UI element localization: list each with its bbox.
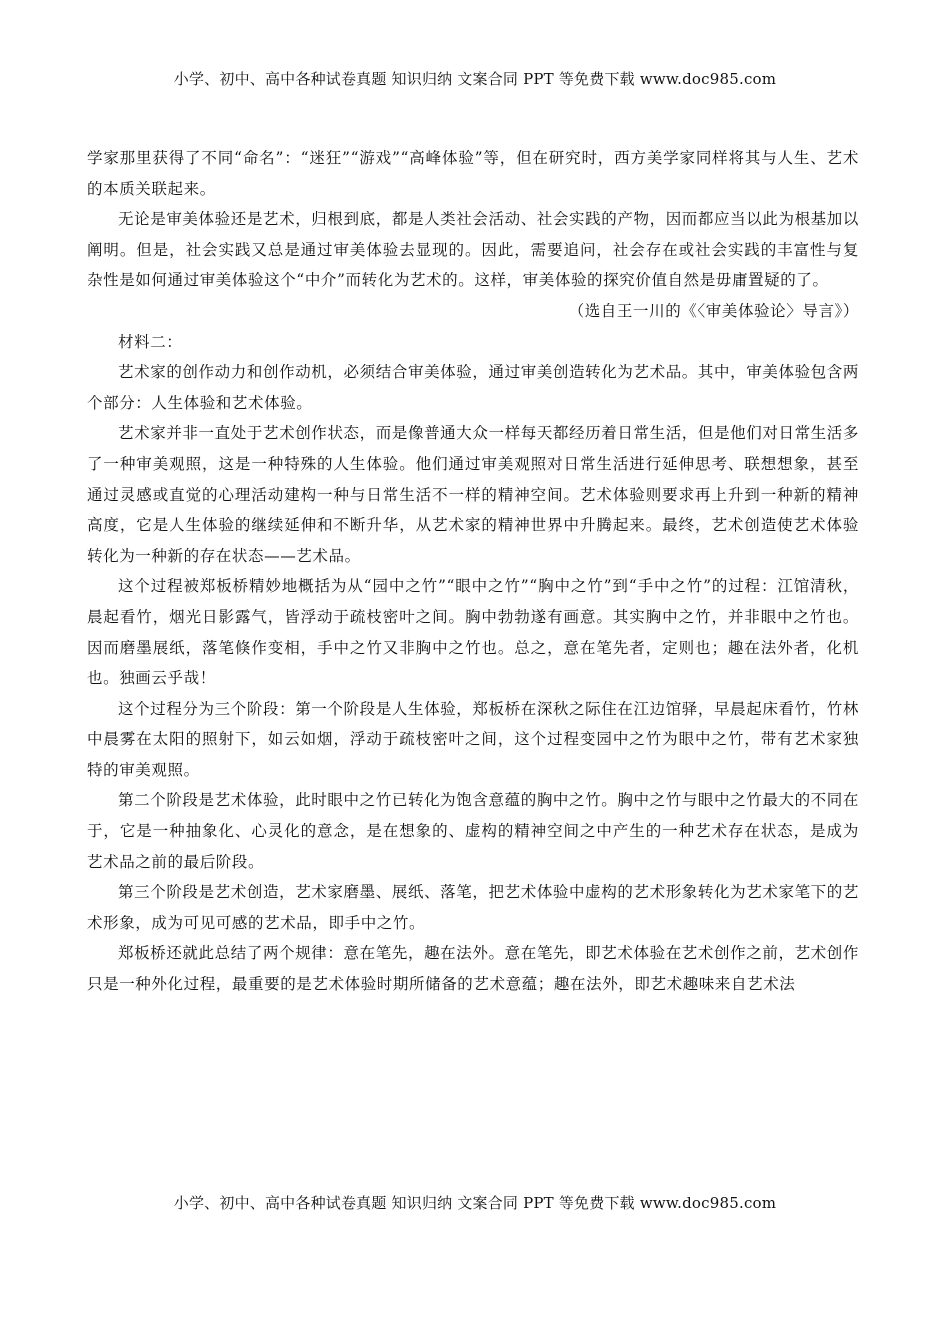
paragraph-two-rules: 郑板桥还就此总结了两个规律：意在笔先，趣在法外。意在笔先，即艺术体验在艺术创作之前，艺术创作只是一种外化过程，最重要的是艺术体验时期所储备的艺术意蕴；趣在法外，即艺术趣味来自艺术法 <box>87 944 859 994</box>
paragraph-continuation: 学家那里获得了不同“命名”：“迷狂”“游戏”“高峰体验”等，但在研究时，西方美学家同样将其与人生、艺术的本质关联起来。 <box>87 149 859 198</box>
paragraph-aesthetic-experience: 无论是审美体验还是艺术，归根到底，都是人类社会活动、社会实践的产物，因而都应当以此为根基加以阐明。但是，社会实践又总是通过审美体验去显现的。因此，需要追问，社会存在或社会实践的丰富性与复杂性是如何通过审美体验这个“中介”而转化为艺术的。这样，审美体验的探究价值自然是毋庸置疑的了。 <box>87 210 859 290</box>
document-body <box>87 143 859 1000</box>
page-header: 小学、初中、高中各种试卷真题 知识归纳 文案合同 PPT 等免费下载 www.doc985.com <box>173 70 777 88</box>
paragraph-creation-motive: 艺术家的创作动力和创作动机，必须结合审美体验，通过审美创造转化为艺术品。其中，审美体验包含两个部分：人生体验和艺术体验。 <box>87 363 859 412</box>
paragraph-artist-life: 艺术家并非一直处于艺术创作状态，而是像普通大众一样每天都经历着日常生活，但是他们对日常生活多了一种审美观照，这是一种特殊的人生体验。他们通过审美观照对日常生活进行延伸思考、联想想象，甚至通过灵感或直觉的心理活动建构一种与日常生活不一样的精神空间。艺术体验则要求再上升到一种新的精神高度，它是人生体验的继续延伸和不断升华，从艺术家的精神世界中升腾起来。最终，艺术创造使艺术体验转化为一种新的存在状态——艺术品。 <box>87 424 859 565</box>
paragraph-stage-three: 第三个阶段是艺术创造，艺术家磨墨、展纸、落笔，把艺术体验中虚构的艺术形象转化为艺术家笔下的艺术形象，成为可见可感的艺术品，即手中之竹。 <box>87 883 859 932</box>
page-footer: 小学、初中、高中各种试卷真题 知识归纳 文案合同 PPT 等免费下载 www.doc985.com <box>173 1194 777 1212</box>
paragraph-stage-two: 第二个阶段是艺术体验，此时眼中之竹已转化为饱含意蕴的胸中之竹。胸中之竹与眼中之竹最大的不同在于，它是一种抽象化、心灵化的意念，是在想象的、虚构的精神空间之中产生的一种艺术存在状态，是成为艺术品之前的最后阶段。 <box>87 791 859 871</box>
material-two-heading: 材料二： <box>118 332 183 351</box>
paragraph-bamboo-process: 这个过程被郑板桥精妙地概括为从“园中之竹”“眼中之竹”“胸中之竹”到“手中之竹”的过程：江馆清秋，晨起看竹，烟光日影露气，皆浮动于疏枝密叶之间。胸中勃勃遂有画意。其实胸中之竹，并非眼中之竹也。因而磨墨展纸，落笔倏作变相，手中之竹又非胸中之竹也。总之，意在笔先者，定则也；趣在法外者，化机也。独画云乎哉！ <box>87 577 859 688</box>
paragraph-stage-one: 这个过程分为三个阶段：第一个阶段是人生体验，郑板桥在深秋之际住在江边馆驿，早晨起床看竹，竹林中晨雾在太阳的照射下，如云如烟，浮动于疏枝密叶之间，这个过程变园中之竹为眼中之竹，带有艺术家独特的审美观照。 <box>87 699 859 779</box>
source-citation: （选自王一川的《〈审美体验论〉导言》） <box>568 301 859 320</box>
